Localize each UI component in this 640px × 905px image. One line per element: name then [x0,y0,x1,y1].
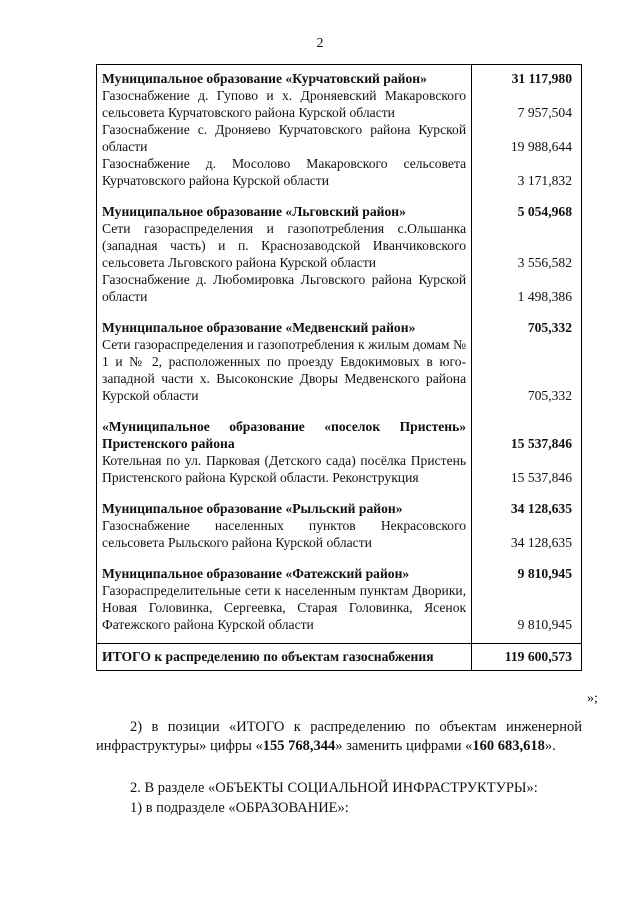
table-row [97,517,582,551]
item-value: 7 957,504 [472,87,582,121]
new-value: 160 683,618 [472,738,545,754]
section-header-row [97,305,582,336]
table-row [97,336,582,404]
section-total: 9 810,945 [472,551,582,582]
item-value: 3 556,582 [472,220,582,271]
section-header-row [97,65,582,88]
table-row [97,87,582,121]
paragraph-text: ». [544,738,556,754]
section-title: Муниципальное образование «Медвенский район» [97,305,472,336]
section-title: Муниципальное образование «Рыльский район» [97,486,472,517]
allocation-table [96,64,582,671]
table-row [97,271,582,305]
item-name: Газоснабжение д. Мосолово Макаровского сельсовета Курчатовского района Курской области [97,155,472,189]
paragraph-itogo-replacement [96,718,582,756]
table-row [97,155,582,189]
section-header-row [97,189,582,220]
section-title: Муниципальное образование «Курчатовский район» [97,65,472,88]
grand-total-label: ИТОГО к распределению по объектам газоснабжения [97,644,472,671]
item-value: 705,332 [472,336,582,404]
section-total: 15 537,846 [472,404,582,452]
item-name: Котельная по ул. Парковая (Детского сада) посёлка Пристень Пристенского района Курской области. Реконструкция [97,452,472,486]
item-name: Газораспределительные сети к населенным пунктам Дворики, Новая Головинка, Сергеевка, Старая Головинка, Ясенок Фатежского района Курской области [97,582,472,637]
section-title: Муниципальное образование «Льговский район» [97,189,472,220]
item-value: 15 537,846 [472,452,582,486]
section-total: 31 117,980 [472,65,582,88]
old-value: 155 768,344 [262,738,336,754]
item-value: 3 171,832 [472,155,582,189]
item-value: 19 988,644 [472,121,582,155]
section-header-row [97,486,582,517]
table-row [97,452,582,486]
item-name: Сети газораспределения и газопотребления к жилым домам № 1 и № 2, расположенных по проезду Евдокимовых в юго-западной части х. Высоконские Дворы Медвенского района Курской области [97,336,472,404]
table-row [97,582,582,637]
section-header-row [97,551,582,582]
paragraph-education-subsection: 1) в подразделе «ОБРАЗОВАНИЕ»: [130,800,349,816]
page-number: 2 [316,36,324,51]
section-total: 34 128,635 [472,486,582,517]
table-row [97,220,582,271]
item-name: Газоснабжение д. Любомировка Льговского района Курской области [97,271,472,305]
item-name: Сети газораспределения и газопотребления с.Ольшанка (западная часть) и п. Краснозаводской Иванчиковского сельсовета Льговского района Курской области [97,220,472,271]
section-header-row [97,404,582,452]
item-name: Газоснабжение д. Гупово и х. Дроняевский Макаровского сельсовета Курчатовского района Курской области [97,87,472,121]
paragraph-text: » заменить цифрами « [335,738,473,754]
section-total: 705,332 [472,305,582,336]
paragraph-text: 2) в позиции «ИТОГО к распределению по объектам инженерной инфраструктуры» цифры « [96,719,582,754]
section-title: «Муниципальное образование «поселок Пристень» Пристенского района [97,404,472,452]
section-title: Муниципальное образование «Фатежский район» [97,551,472,582]
section-total: 5 054,968 [472,189,582,220]
paragraph-social-section: 2. В разделе «ОБЪЕКТЫ СОЦИАЛЬНОЙ ИНФРАСТРУКТУРЫ»: [130,780,538,796]
item-value: 1 498,386 [472,271,582,305]
item-value: 34 128,635 [472,517,582,551]
item-name: Газоснабжение населенных пунктов Некрасовского сельсовета Рыльского района Курской области [97,517,472,551]
item-name: Газоснабжение с. Дроняево Курчатовского района Курской области [97,121,472,155]
table-row [97,121,582,155]
grand-total-value: 119 600,573 [472,644,582,671]
item-value: 9 810,945 [472,582,582,637]
grand-total-row [97,644,582,671]
closing-quote: »; [587,691,598,706]
